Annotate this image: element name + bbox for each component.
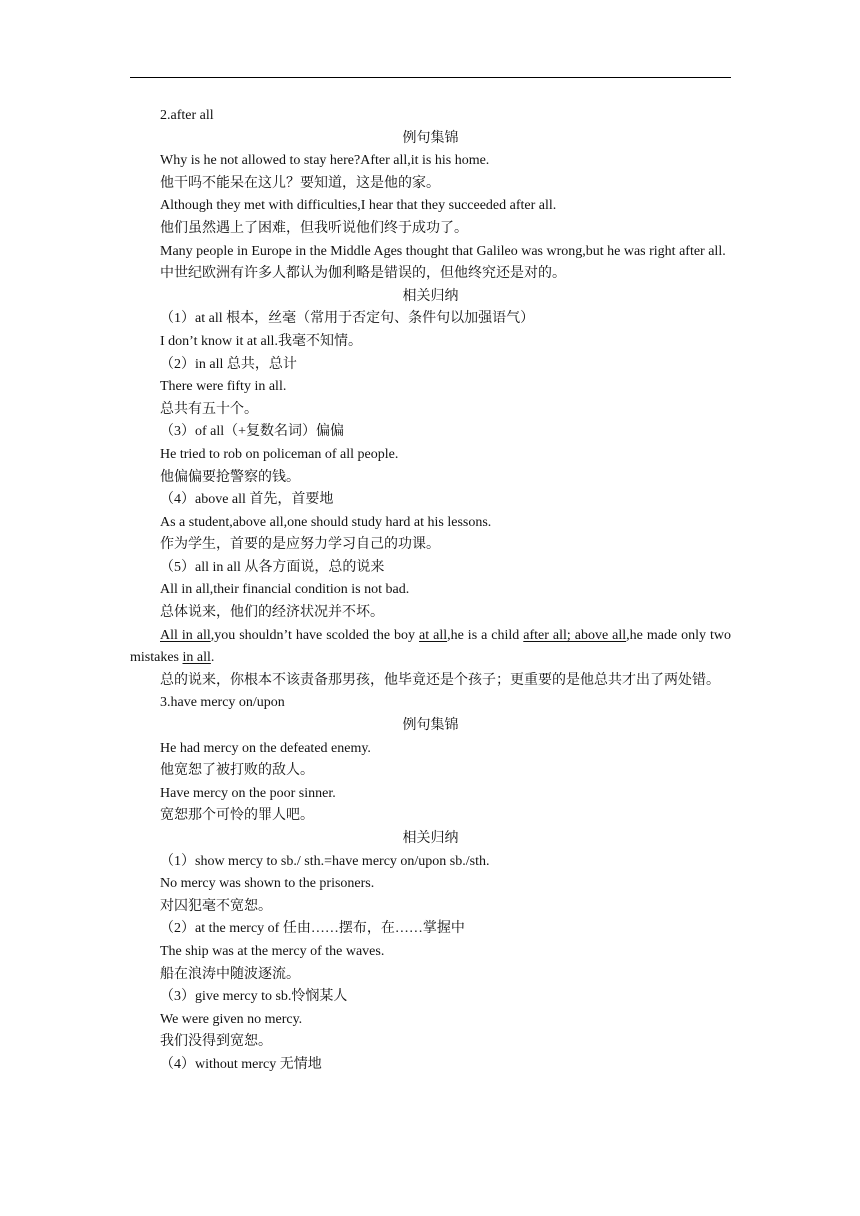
header-rule	[130, 77, 731, 78]
paragraph: 船在浪涛中随波逐流。	[160, 966, 300, 982]
paragraph: Many people in Europe in the Middle Ages thought that Galileo was wrong,but he was right after all.	[160, 243, 726, 259]
text-segment: ,he made only two mistakes	[130, 627, 732, 666]
paragraph: The ship was at the mercy of the waves.	[160, 943, 385, 959]
paragraph-underlined-example	[130, 625, 731, 670]
underlined-phrase: after all; above all	[523, 627, 627, 643]
section-heading: 相关归纳	[402, 288, 459, 304]
paragraph: We were given no mercy.	[160, 1011, 303, 1027]
paragraph: （3）give mercy to sb.怜悯某人	[160, 989, 348, 1005]
document-body	[130, 105, 731, 1077]
paragraph: Although they met with difficulties,I hear that they succeeded after all.	[160, 198, 557, 214]
paragraph: As a student,above all,one should study hard at his lessons.	[160, 514, 492, 530]
paragraph: All in all,their financial condition is not bad.	[160, 582, 410, 598]
paragraph: There were fifty in all.	[160, 379, 287, 395]
paragraph: （5）all in all 从各方面说，总的说来	[160, 559, 385, 575]
paragraph: 宽恕那个可怜的罪人吧。	[160, 808, 314, 824]
text-segment: ,you shouldn’t have scolded the boy	[210, 627, 420, 643]
paragraph: （4）above all 首先，首要地	[160, 492, 334, 508]
section-heading: 例句集锦	[402, 718, 459, 734]
paragraph: Why is he not allowed to stay here?After all,it is his home.	[160, 153, 490, 169]
paragraph: 总体说来，他们的经济状况并不坏。	[160, 605, 384, 621]
text-segment: ,he is a child	[447, 627, 524, 643]
paragraph: 他干吗不能呆在这儿？要知道，这是他的家。	[160, 175, 440, 191]
paragraph: I don’t know it at all.我毫不知情。	[160, 333, 362, 349]
paragraph: 对囚犯毫不宽恕。	[160, 898, 272, 914]
paragraph: （3）of all（+复数名词）偏偏	[160, 424, 345, 440]
paragraph: He had mercy on the defeated enemy.	[160, 740, 371, 756]
underlined-phrase: at all	[419, 627, 448, 643]
paragraph: 作为学生，首要的是应努力学习自己的功课。	[160, 537, 440, 553]
section-heading: 例句集锦	[402, 130, 459, 146]
paragraph: 2.after all	[160, 108, 214, 123]
paragraph: 我们没得到宽恕。	[160, 1034, 272, 1050]
paragraph: 总共有五十个。	[160, 401, 258, 417]
paragraph: 他们虽然遇上了困难，但我听说他们终于成功了。	[160, 220, 468, 236]
underlined-phrase: in all	[182, 650, 211, 666]
paragraph: Have mercy on the poor sinner.	[160, 785, 336, 801]
paragraph: 他宽恕了被打败的敌人。	[160, 763, 314, 779]
paragraph: 总的说来，你根本不该责备那男孩，他毕竟还是个孩子；更重要的是他总共才出了两处错。	[160, 672, 720, 688]
paragraph: （2）in all 总共，总计	[160, 356, 297, 372]
paragraph: （1）show mercy to sb./ sth.=have mercy on/upon sb./sth.	[160, 853, 490, 869]
paragraph: （1）at all 根本，丝毫（常用于否定句、条件句以加强语气）	[160, 311, 535, 327]
paragraph: No mercy was shown to the prisoners.	[160, 876, 375, 892]
paragraph: （4）without mercy 无情地	[160, 1056, 322, 1072]
paragraph: 他偏偏要抢警察的钱。	[160, 469, 300, 485]
underlined-phrase: All in all	[160, 627, 211, 643]
paragraph: He tried to rob on policeman of all people.	[160, 446, 399, 462]
text-segment: .	[210, 650, 215, 666]
paragraph: 中世纪欧洲有许多人都认为伽利略是错误的，但他终究还是对的。	[160, 266, 566, 282]
paragraph: （2）at the mercy of 任由……摆布，在……掌握中	[160, 921, 465, 937]
section-heading: 相关归纳	[402, 831, 459, 846]
paragraph: 3.have mercy on/upon	[160, 695, 285, 711]
